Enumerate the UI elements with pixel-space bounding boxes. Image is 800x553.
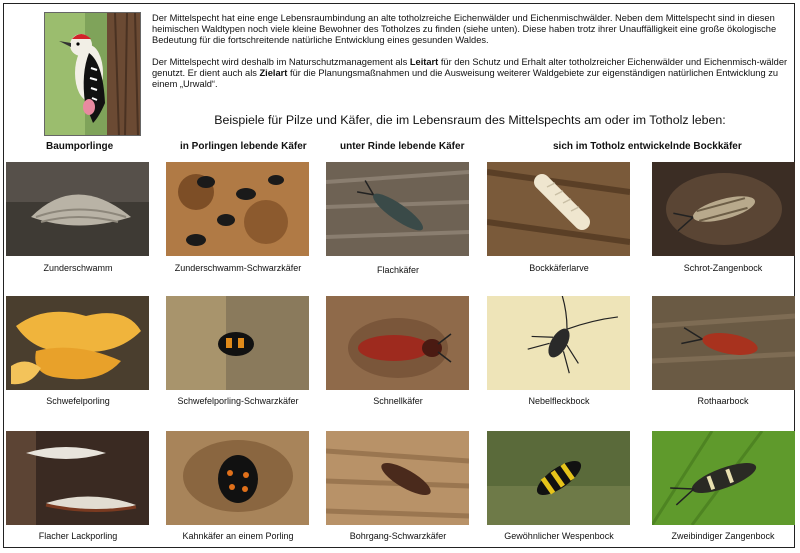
caption-flacher-lackporling: Flacher Lackporling	[38, 531, 118, 541]
photo-flachkaefer	[326, 162, 469, 256]
photo-zweibindiger-zangenbock	[652, 431, 795, 525]
middle-spotted-woodpecker-photo	[44, 12, 141, 136]
caption-zunderschwamm-schwarzkaefer: Zunderschwamm-Schwarzkäfer	[174, 263, 302, 273]
photo-flacher-lackporling	[6, 431, 149, 525]
photo-schrot-zangenbock	[652, 162, 795, 256]
photo-bohrgang-schwarzkaefer	[326, 431, 469, 525]
column-header-baumporlinge: Baumporlinge	[46, 141, 114, 152]
caption-bockkaeferlarve: Bockkäferlarve	[529, 263, 589, 273]
intro-p2-text: Der Mittelspecht wird deshalb im Naturschutzmanagement als	[152, 56, 410, 67]
intro-text	[152, 13, 788, 100]
column-header-bockkaefer: sich im Totholz entwickelnde Bockkäfer	[553, 141, 742, 152]
caption-schwefelporling-schwarzkaefer: Schwefelporling-Schwarzkäfer	[177, 396, 299, 406]
photo-schwefelporling	[6, 296, 149, 390]
caption-rothaarbock: Rothaarbock	[697, 396, 749, 406]
photo-schnellkaefer	[326, 296, 469, 390]
caption-zunderschwamm: Zunderschwamm	[43, 263, 113, 273]
caption-gewoehnlicher-wespenbock: Gewöhnlicher Wespenbock	[504, 531, 614, 541]
caption-flachkaefer: Flachkäfer	[376, 265, 420, 275]
caption-bohrgang-schwarzkaefer: Bohrgang-Schwarzkäfer	[349, 531, 447, 541]
intro-p2-text: für den Schutz und Erhalt alter totholzreicher Eichenwälder und Eichenmisch-wälder genutzt. Er dient auch als	[152, 56, 788, 78]
photo-schwefelporling-schwarzkaefer	[166, 296, 309, 390]
column-header-rinde-kaefer: unter Rinde lebende Käfer	[340, 141, 465, 152]
photo-zunderschwamm	[6, 162, 149, 256]
caption-kahnkaefer: Kahnkäfer an einem Porling	[182, 531, 294, 541]
photo-gewoehnlicher-wespenbock	[487, 431, 630, 525]
caption-schwefelporling: Schwefelporling	[46, 396, 110, 406]
photo-nebelfleckbock	[487, 296, 630, 390]
caption-schrot-zangenbock: Schrot-Zangenbock	[683, 263, 763, 273]
keyword-leitart: Leitart	[409, 56, 439, 67]
intro-p2-text: für die Planungsmaßnahmen und die Ausweisung weiterer Waldgebiete zur eigenständigen natürlichen Entwicklung zu einem „Urwald“.	[152, 67, 779, 90]
caption-nebelfleckbock: Nebelfleckbock	[528, 396, 590, 406]
caption-schnellkaefer: Schnellkäfer	[373, 396, 423, 406]
photo-bockkaeferlarve	[487, 162, 630, 256]
column-header-porling-kaefer: in Porlingen lebende Käfer	[180, 141, 307, 152]
keyword-zielart: Zielart	[259, 67, 288, 78]
intro-paragraph-2	[152, 57, 788, 91]
caption-zweibindiger-zangenbock: Zweibindiger Zangenbock	[671, 531, 775, 541]
intro-paragraph-1: Der Mittelspecht hat eine enge Lebensraumbindung an alte totholzreiche Eichenwälder und Eichenmischwälder. Neben dem Mittelspecht sind in diesen heimischen Waldtypen noch viele kleine Bewohner des Totholzes zu finden (siehe unten). Diese haben trotz ihrer Unauffälligkeit eine große ökologische Bedeutung für die fortschreitende natürliche Entwicklung eines gesunden Waldes.	[152, 13, 777, 46]
photo-rothaarbock	[652, 296, 795, 390]
section-subtitle: Beispiele für Pilze und Käfer, die im Lebensraum des Mittelspechts am oder im Totholz leben:	[214, 113, 726, 127]
photo-kahnkaefer	[166, 431, 309, 525]
photo-zunderschwamm-schwarzkaefer	[166, 162, 309, 256]
